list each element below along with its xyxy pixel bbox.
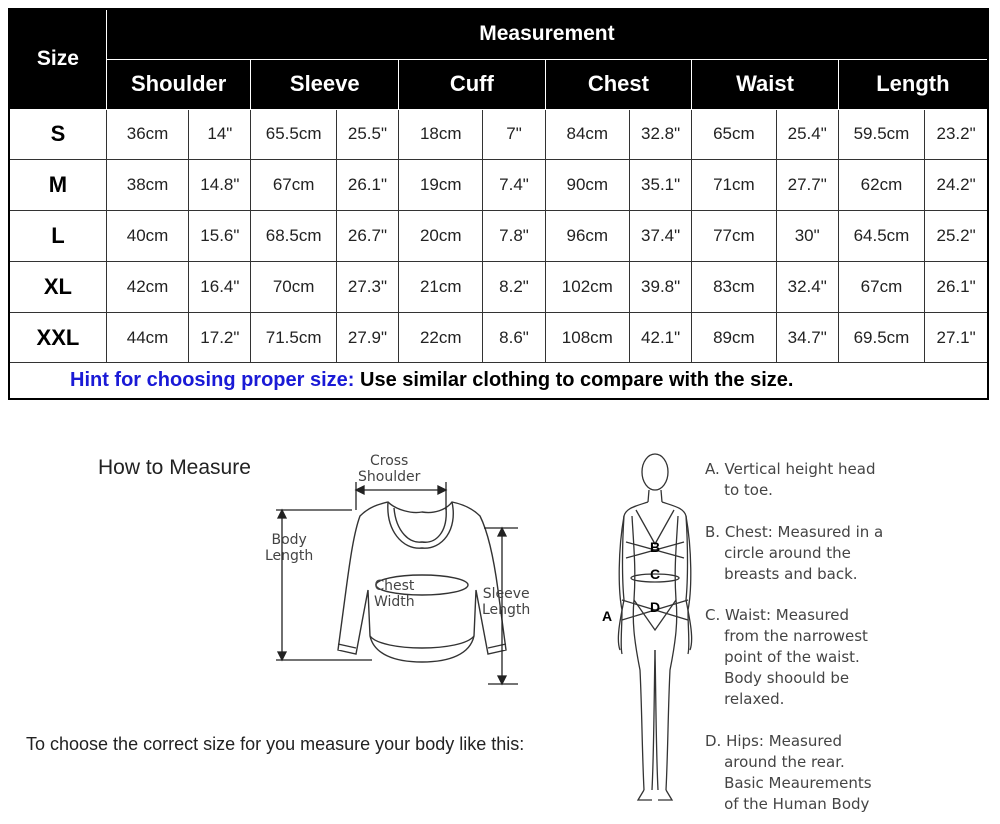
measurement-cell: 68.5cm bbox=[251, 211, 336, 262]
measurement-cell: 35.1" bbox=[629, 160, 691, 211]
body-figure-diagram bbox=[600, 450, 710, 820]
letter-c: C bbox=[650, 566, 661, 582]
measurement-cell: 77cm bbox=[692, 211, 776, 262]
column-header-waist: Waist bbox=[692, 59, 839, 109]
measurement-cell: 71cm bbox=[692, 160, 776, 211]
measurement-cell: 19cm bbox=[399, 160, 483, 211]
measurement-cell: 67cm bbox=[838, 261, 924, 312]
measurement-cell: 27.3" bbox=[336, 261, 398, 312]
measurement-cell: 90cm bbox=[545, 160, 629, 211]
measurement-cell: 71.5cm bbox=[251, 312, 336, 363]
measurement-cell: 32.8" bbox=[629, 109, 691, 160]
measurement-cell: 26.1" bbox=[336, 160, 398, 211]
measurement-cell: 64.5cm bbox=[838, 211, 924, 262]
cross-shoulder-label: Cross Shoulder bbox=[358, 453, 421, 485]
measurement-cell: 25.4" bbox=[776, 109, 838, 160]
table-row bbox=[9, 312, 988, 363]
measurement-cell: 26.7" bbox=[336, 211, 398, 262]
size-label: S bbox=[9, 109, 106, 160]
body-length-label: Body Length bbox=[265, 532, 314, 564]
measurement-cell: 40cm bbox=[106, 211, 188, 262]
measurement-cell: 42.1" bbox=[629, 312, 691, 363]
letter-d: D bbox=[650, 599, 661, 615]
measurement-cell: 8.6" bbox=[483, 312, 545, 363]
measurement-header: Measurement bbox=[106, 9, 988, 59]
size-label: XL bbox=[9, 261, 106, 312]
measurement-cell: 8.2" bbox=[483, 261, 545, 312]
measurement-cell: 69.5cm bbox=[838, 312, 924, 363]
measurement-cell: 7.8" bbox=[483, 211, 545, 262]
note-b-chest: B. Chest: Measured in a circle around the breasts and back. bbox=[705, 523, 884, 583]
measurement-cell: 89cm bbox=[692, 312, 776, 363]
size-chart-table bbox=[8, 8, 989, 400]
size-header: Size bbox=[9, 9, 106, 109]
measurement-cell: 17.2" bbox=[189, 312, 251, 363]
measurement-cell: 27.7" bbox=[776, 160, 838, 211]
measurement-cell: 26.1" bbox=[925, 261, 988, 312]
measurement-cell: 23.2" bbox=[925, 109, 988, 160]
measurement-cell: 42cm bbox=[106, 261, 188, 312]
measurement-cell: 18cm bbox=[399, 109, 483, 160]
letter-a: A bbox=[602, 608, 613, 624]
table-row bbox=[9, 261, 988, 312]
measurement-cell: 27.1" bbox=[925, 312, 988, 363]
note-d-hips: D. Hips: Measured around the rear. Basic Meaurements of the Human Body bbox=[705, 732, 872, 813]
measurement-cell: 7" bbox=[483, 109, 545, 160]
measurement-cell: 27.9" bbox=[336, 312, 398, 363]
sleeve-length-label: Sleeve Length bbox=[482, 586, 531, 618]
size-rows bbox=[9, 109, 988, 363]
measurement-cell: 20cm bbox=[399, 211, 483, 262]
measurement-cell: 24.2" bbox=[925, 160, 988, 211]
measurement-cell: 7.4" bbox=[483, 160, 545, 211]
measurement-cell: 16.4" bbox=[189, 261, 251, 312]
measurement-cell: 65.5cm bbox=[251, 109, 336, 160]
column-header-cuff: Cuff bbox=[399, 59, 546, 109]
measurement-cell: 108cm bbox=[545, 312, 629, 363]
chest-width-label: Chest Width bbox=[374, 578, 415, 610]
column-header-sleeve: Sleeve bbox=[251, 59, 399, 109]
sweater-diagram bbox=[262, 440, 582, 700]
note-a-height: A. Vertical height head to toe. bbox=[705, 460, 876, 499]
how-to-measure-title: How to Measure bbox=[98, 456, 251, 479]
measurement-cell: 39.8" bbox=[629, 261, 691, 312]
measurement-cell: 15.6" bbox=[189, 211, 251, 262]
measurement-cell: 102cm bbox=[545, 261, 629, 312]
table-row bbox=[9, 160, 988, 211]
column-header-shoulder: Shoulder bbox=[106, 59, 251, 109]
hint-label: Hint for choosing proper size: bbox=[70, 369, 355, 392]
measurement-cell: 59.5cm bbox=[838, 109, 924, 160]
column-header-chest: Chest bbox=[545, 59, 692, 109]
measurement-cell: 14.8" bbox=[189, 160, 251, 211]
measurement-cell: 65cm bbox=[692, 109, 776, 160]
measurement-cell: 38cm bbox=[106, 160, 188, 211]
measurement-cell: 37.4" bbox=[629, 211, 691, 262]
measurement-cell: 25.2" bbox=[925, 211, 988, 262]
measurement-cell: 83cm bbox=[692, 261, 776, 312]
size-hint bbox=[9, 363, 988, 399]
choose-size-instruction: To choose the correct size for you measure your body like this: bbox=[26, 734, 525, 754]
measurement-cell: 84cm bbox=[545, 109, 629, 160]
size-label: XXL bbox=[9, 312, 106, 363]
table-row bbox=[9, 109, 988, 160]
measurement-cell: 32.4" bbox=[776, 261, 838, 312]
size-label: L bbox=[9, 211, 106, 262]
measurement-cell: 36cm bbox=[106, 109, 188, 160]
measurement-cell: 14" bbox=[189, 109, 251, 160]
measurement-cell: 25.5" bbox=[336, 109, 398, 160]
measurement-cell: 30" bbox=[776, 211, 838, 262]
measurement-cell: 67cm bbox=[251, 160, 336, 211]
measurement-cell: 70cm bbox=[251, 261, 336, 312]
note-c-waist: C. Waist: Measured from the narrowest point of the waist. Body shoould be relaxed. bbox=[705, 606, 868, 708]
measurement-cell: 22cm bbox=[399, 312, 483, 363]
measurement-cell: 21cm bbox=[399, 261, 483, 312]
measurement-cell: 44cm bbox=[106, 312, 188, 363]
letter-b: B bbox=[650, 539, 661, 555]
column-header-length: Length bbox=[838, 59, 988, 109]
size-label: M bbox=[9, 160, 106, 211]
measurement-cell: 34.7" bbox=[776, 312, 838, 363]
table-row bbox=[9, 211, 988, 262]
measurement-cell: 96cm bbox=[545, 211, 629, 262]
hint-text: Use similar clothing to compare with the size. bbox=[354, 369, 794, 392]
measurement-cell: 62cm bbox=[838, 160, 924, 211]
